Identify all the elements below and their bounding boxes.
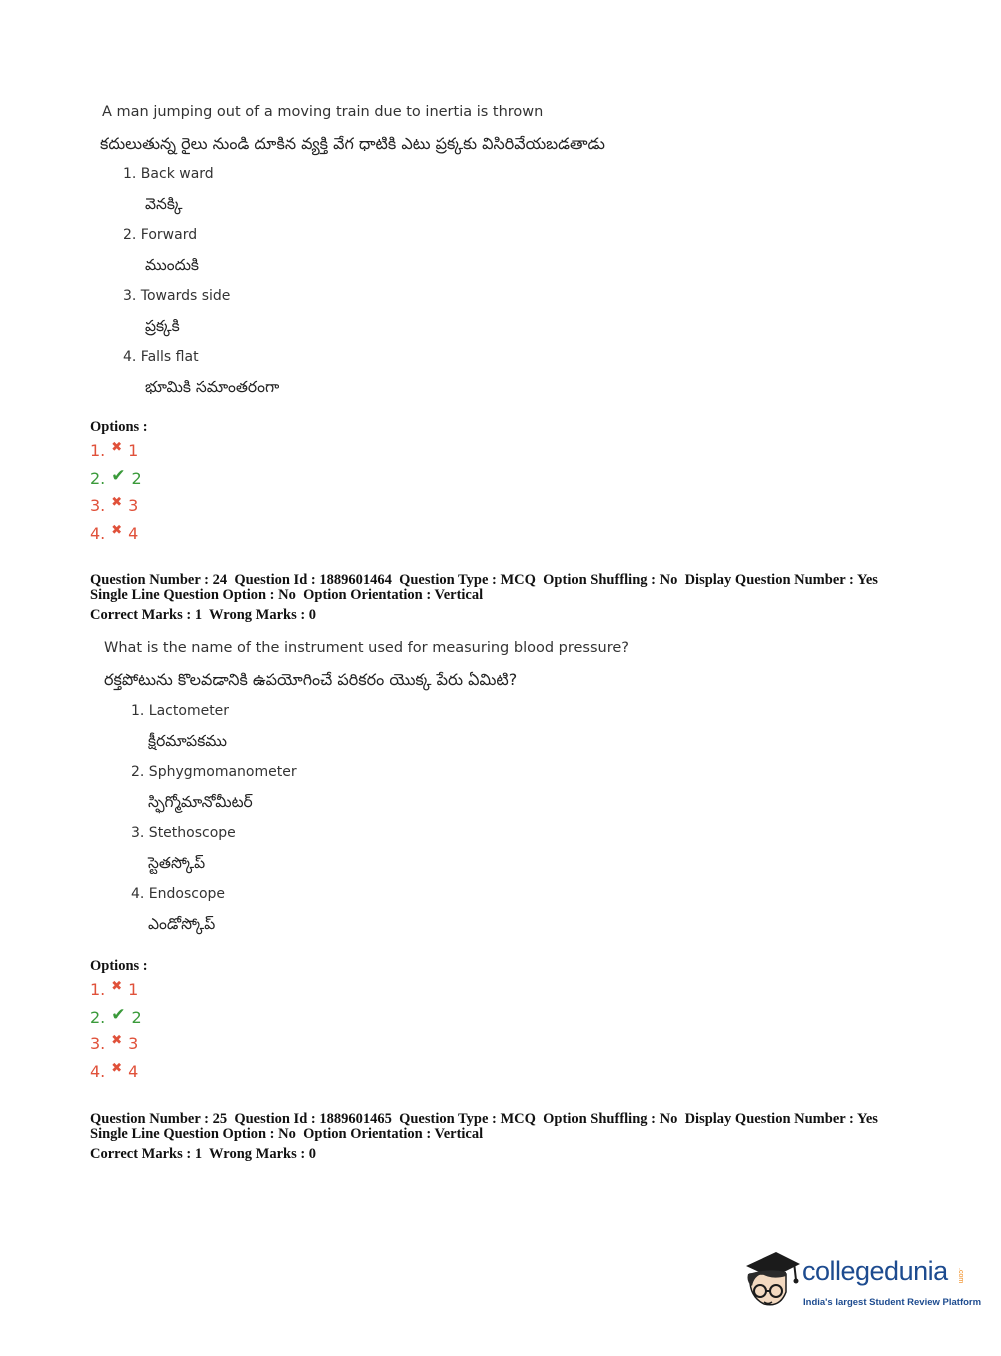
graduate-mascot-icon bbox=[742, 1248, 802, 1318]
result-option-3 bbox=[90, 496, 138, 515]
result-number: 3. bbox=[90, 1034, 106, 1053]
options-heading: Options : bbox=[90, 958, 148, 974]
options-heading: Options : bbox=[90, 419, 148, 435]
result-option-1 bbox=[90, 441, 138, 460]
choice-1-english: 1. Back ward bbox=[123, 166, 214, 182]
result-number: 1. bbox=[90, 441, 106, 460]
result-value: 1 bbox=[128, 980, 139, 999]
result-value: 3 bbox=[128, 496, 139, 515]
question-25-meta-line2: Single Line Question Option : No Option Orientation : Vertical bbox=[90, 1126, 484, 1142]
result-number: 1. bbox=[90, 980, 106, 999]
result-value: 1 bbox=[128, 441, 139, 460]
logo-domain: .com bbox=[957, 1268, 964, 1284]
q24-choice-2-telugu: స్ఫిగ్మోమానోమీటర్ bbox=[148, 793, 253, 811]
result-value: 3 bbox=[128, 1034, 139, 1053]
choice-4-english: 4. Falls flat bbox=[123, 349, 199, 365]
question-23-english: A man jumping out of a moving train due to inertia is thrown bbox=[102, 104, 544, 120]
check-icon: ✔ bbox=[111, 1005, 126, 1025]
result-value: 2 bbox=[131, 1007, 142, 1027]
cross-icon: ✖ bbox=[111, 523, 123, 538]
q24-choice-1-telugu: క్షీరమాపకము bbox=[148, 732, 228, 750]
q24-choice-1-english: 1. Lactometer bbox=[131, 703, 230, 719]
choice-2-telugu: ముందుకి bbox=[145, 256, 200, 274]
question-24-meta-line1: Question Number : 24 Question Id : 1889601464 Question Type : MCQ Option Shuffling : No Display Question Number : Yes bbox=[90, 572, 878, 588]
choice-3-english: 3. Towards side bbox=[123, 288, 231, 304]
logo-name: collegedunia bbox=[802, 1256, 948, 1286]
result-value: 4 bbox=[128, 524, 139, 543]
result-number: 4. bbox=[90, 1062, 106, 1081]
question-23-telugu: కదులుతున్న రైలు నుండి దూకిన వ్యక్తి వేగ ధాటికి ఎటు ప్రక్కకు విసిరివేయబడతాడు bbox=[100, 134, 605, 153]
choice-3-telugu: ప్రక్కకి bbox=[145, 317, 180, 335]
result-number: 3. bbox=[90, 496, 106, 515]
result-option-2 bbox=[90, 1007, 142, 1027]
logo-tagline: India's largest Student Review Platform bbox=[803, 1297, 982, 1308]
q24-choice-4-english: 4. Endoscope bbox=[131, 886, 226, 902]
cross-icon: ✖ bbox=[111, 440, 123, 455]
result-number: 4. bbox=[90, 524, 106, 543]
cross-icon: ✖ bbox=[111, 979, 123, 994]
cross-icon: ✖ bbox=[111, 1061, 123, 1076]
question-24-marks: Correct Marks : 1 Wrong Marks : 0 bbox=[90, 607, 317, 623]
question-25-marks: Correct Marks : 1 Wrong Marks : 0 bbox=[90, 1146, 317, 1162]
result-option-3 bbox=[90, 1034, 138, 1053]
question-24-english: What is the name of the instrument used for measuring blood pressure? bbox=[104, 640, 629, 656]
result-value: 4 bbox=[128, 1062, 139, 1081]
cross-icon: ✖ bbox=[111, 495, 123, 510]
choice-1-telugu: వెనక్కి bbox=[145, 195, 183, 213]
q24-choice-3-english: 3. Stethoscope bbox=[131, 825, 236, 841]
result-option-2 bbox=[90, 468, 142, 488]
choice-4-telugu: భూమికి సమాంతరంగా bbox=[145, 378, 280, 396]
cross-icon: ✖ bbox=[111, 1033, 123, 1048]
result-option-1 bbox=[90, 980, 138, 999]
question-25-meta-line1: Question Number : 25 Question Id : 1889601465 Question Type : MCQ Option Shuffling : No Display Question Number : Yes bbox=[90, 1111, 878, 1127]
choice-2-english: 2. Forward bbox=[123, 227, 198, 243]
q24-choice-2-english: 2. Sphygmomanometer bbox=[131, 764, 297, 780]
question-24-telugu: రక్తపోటును కొలవడానికి ఉపయోగించే పరికరం యొక్క పేరు ఏమిటి? bbox=[104, 670, 518, 689]
result-number: 2. bbox=[90, 1007, 106, 1027]
result-option-4 bbox=[90, 524, 138, 543]
result-option-4 bbox=[90, 1062, 138, 1081]
q24-choice-3-telugu: స్టెతస్కోప్ bbox=[148, 854, 206, 872]
result-number: 2. bbox=[90, 468, 106, 488]
collegedunia-logo bbox=[742, 1248, 982, 1318]
question-24-meta-line2: Single Line Question Option : No Option Orientation : Vertical bbox=[90, 587, 484, 603]
result-value: 2 bbox=[131, 468, 142, 488]
q24-choice-4-telugu: ఎండోస్కోప్ bbox=[148, 915, 216, 933]
check-icon: ✔ bbox=[111, 466, 126, 486]
